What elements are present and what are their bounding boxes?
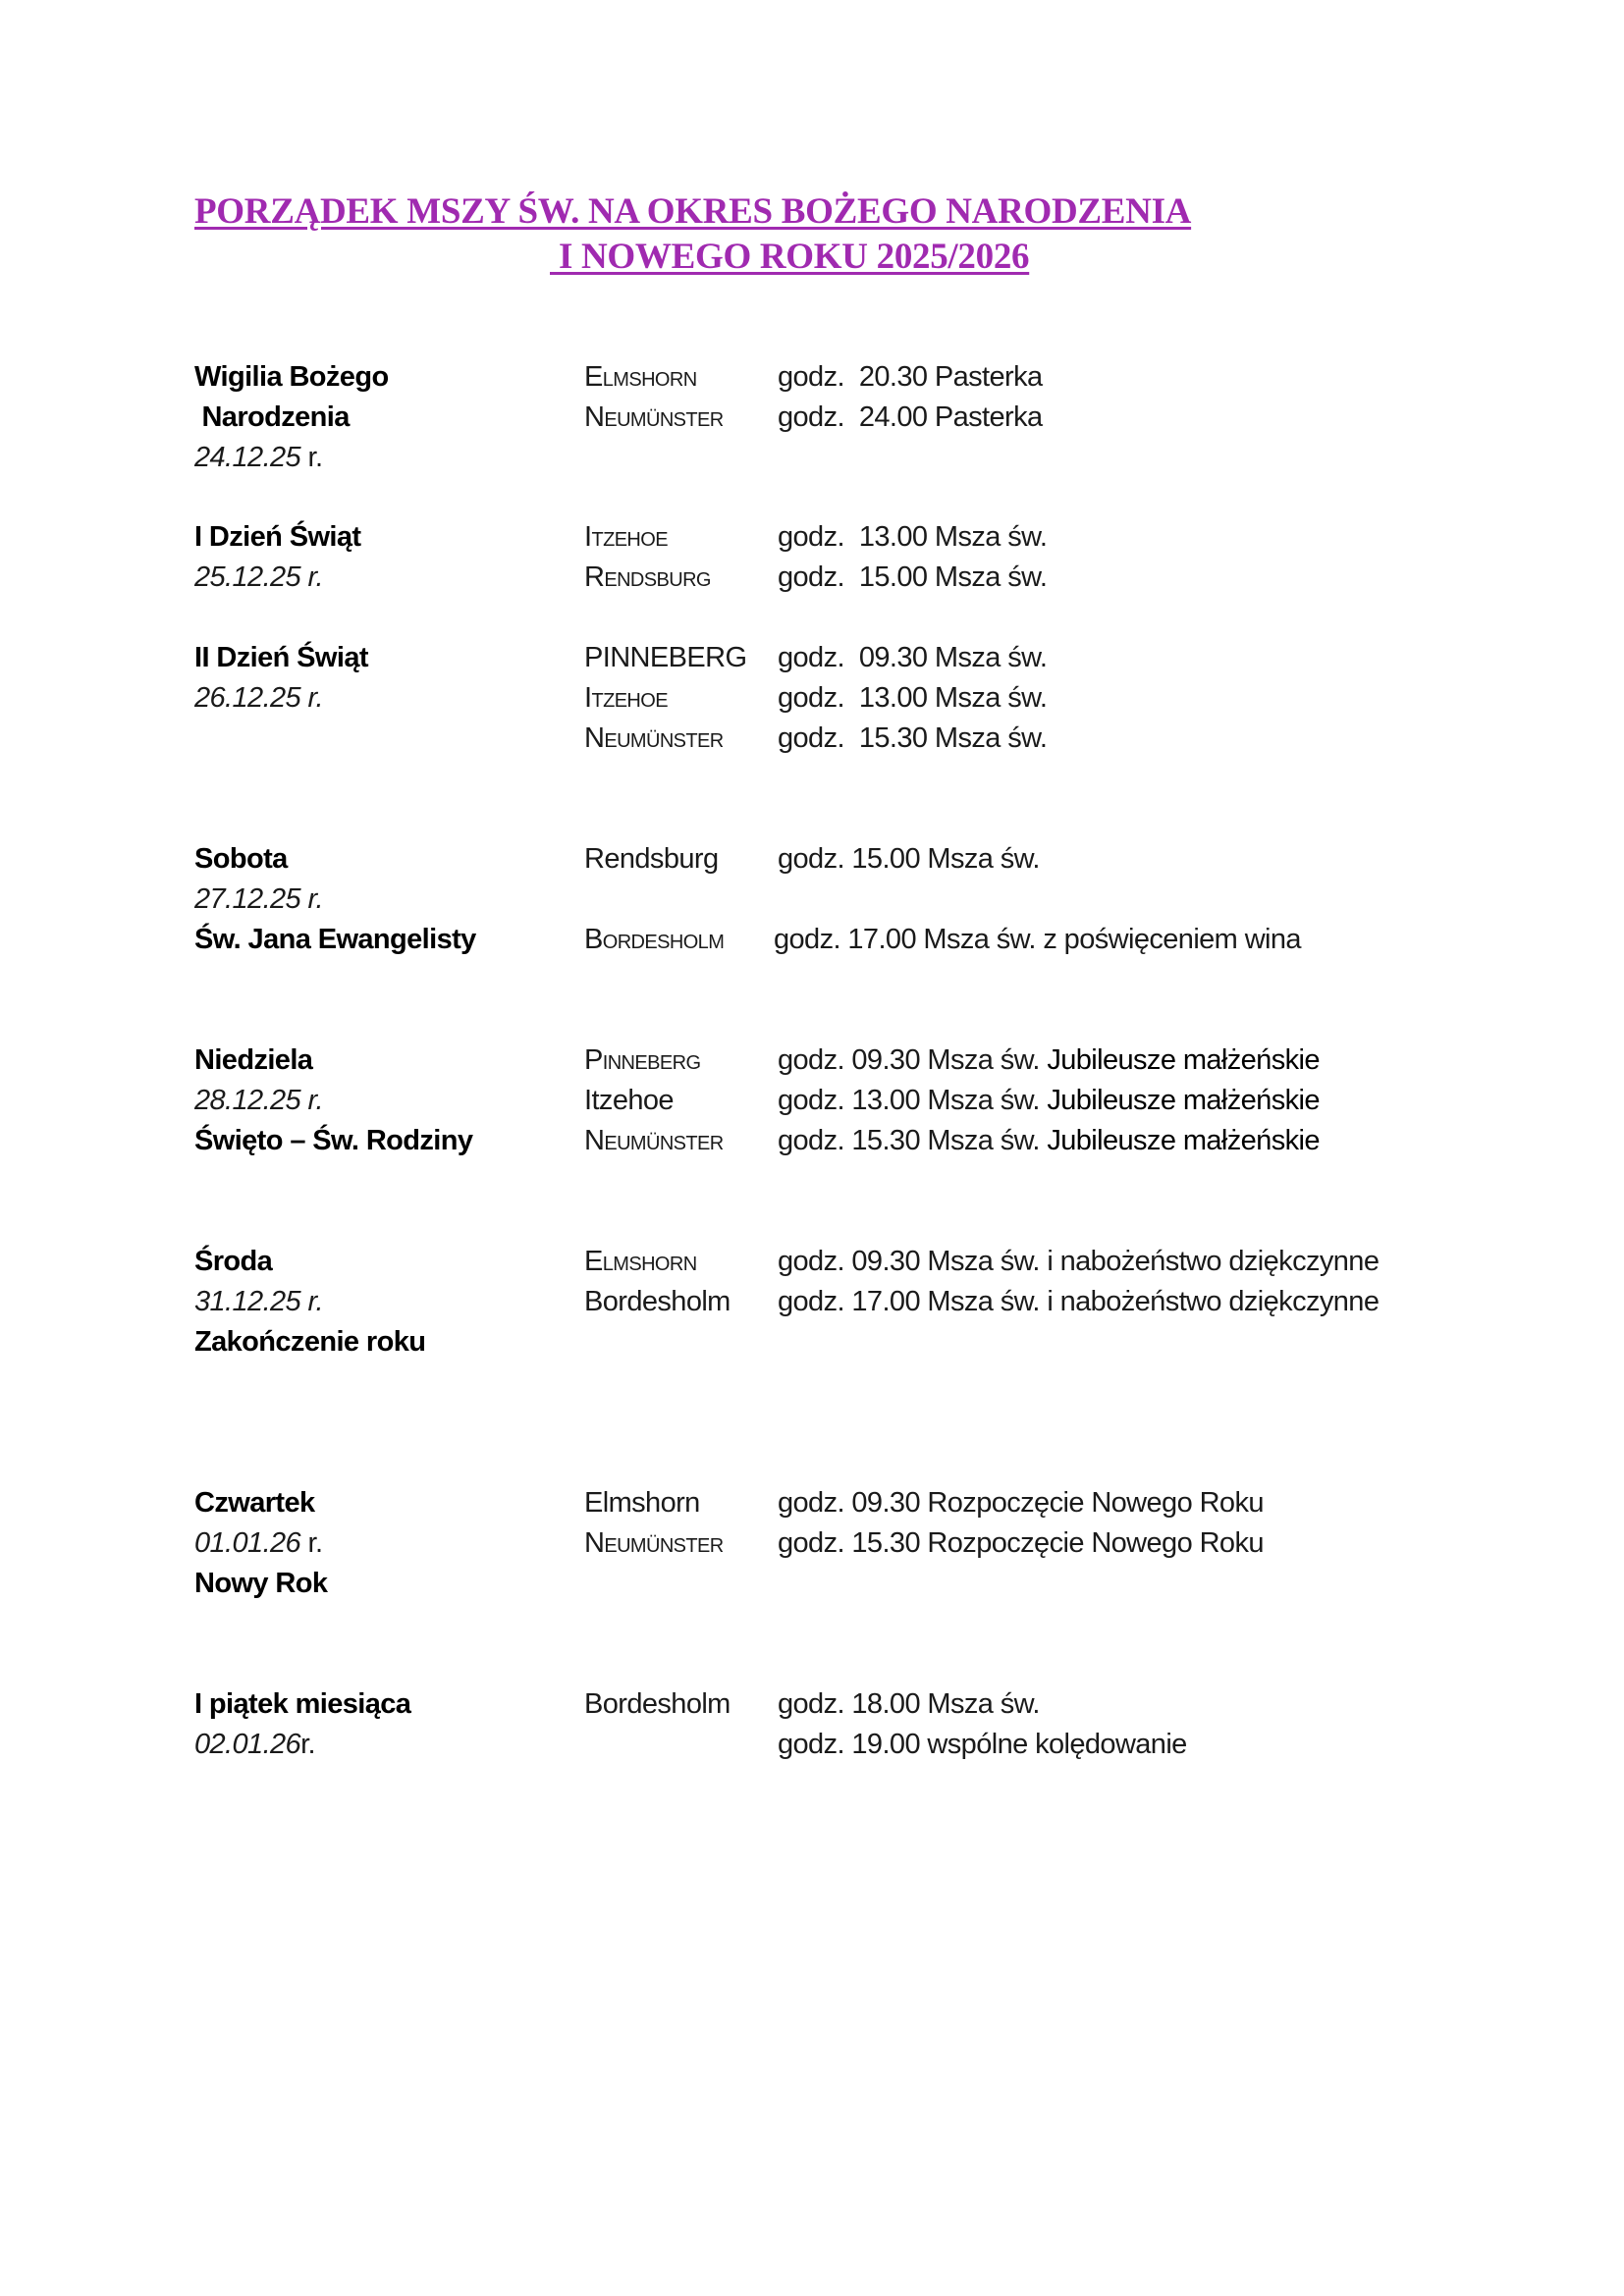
document-title-line-1: PORZĄDEK MSZY ŚW. NA OKRES BOŻEGO NARODZENIA bbox=[194, 191, 1192, 232]
service-location: Neumünster bbox=[584, 722, 724, 754]
service-time-text: godz. 09.30 Msza św. bbox=[778, 1044, 1048, 1076]
feast-label: Nowy Rok bbox=[194, 1568, 328, 1599]
date-value: 24.12.25 bbox=[194, 442, 301, 473]
service-location: Neumünster bbox=[584, 401, 724, 433]
service-time: godz. 13.00 Msza św. bbox=[778, 521, 1048, 553]
service-location: Neumünster bbox=[584, 1125, 724, 1156]
day-label: Wigilia Bożego bbox=[194, 361, 389, 393]
date-suffix: r. bbox=[300, 442, 323, 473]
service-time-text: godz. 15.30 Msza św. bbox=[778, 1125, 1048, 1156]
feast-label: Zakończenie roku bbox=[194, 1326, 426, 1358]
day-label: Sobota bbox=[194, 843, 288, 875]
date-label: 26.12.25 r. bbox=[194, 682, 323, 714]
day-label: Niedziela bbox=[194, 1044, 313, 1076]
service-location: PINNEBERG bbox=[584, 642, 747, 673]
service-location: Elmshorn bbox=[584, 361, 697, 393]
service-time: godz. 17.00 Msza św. i nabożeństwo dziękczynne bbox=[778, 1286, 1380, 1317]
service-time: godz. 09.30 Rozpoczęcie Nowego Roku bbox=[778, 1487, 1264, 1519]
feast-label: Święto – Św. Rodziny bbox=[194, 1125, 473, 1156]
service-time: godz. 15.00 Msza św. bbox=[778, 843, 1040, 875]
date-value: 02.01.26 bbox=[194, 1729, 301, 1760]
service-location: Bordesholm bbox=[584, 924, 725, 955]
service-location: Pinneberg bbox=[584, 1044, 701, 1076]
date-suffix: r. bbox=[300, 1729, 316, 1760]
service-note: Jubileusze małżeńskie bbox=[1047, 1125, 1320, 1156]
service-location: Bordesholm bbox=[584, 1688, 731, 1720]
service-time: godz. 15.00 Msza św. bbox=[778, 561, 1048, 593]
service-time: godz. 17.00 Msza św. z poświęceniem wina bbox=[774, 924, 1301, 955]
service-location: Itzehoe bbox=[584, 682, 668, 714]
date-label bbox=[194, 1525, 322, 1561]
service-location: Bordesholm bbox=[584, 1286, 731, 1317]
date-label bbox=[194, 1727, 315, 1762]
date-label: 25.12.25 r. bbox=[194, 561, 323, 593]
date-label: 27.12.25 r. bbox=[194, 883, 323, 915]
date-value: 01.01.26 bbox=[194, 1527, 301, 1559]
date-label bbox=[194, 440, 322, 475]
service-note: Jubileusze małżeńskie bbox=[1047, 1044, 1320, 1076]
service-time bbox=[778, 1123, 1320, 1158]
service-time: godz. 09.30 Msza św. bbox=[778, 642, 1048, 673]
service-location: Rendsburg bbox=[584, 561, 711, 593]
service-location: Itzehoe bbox=[584, 521, 668, 553]
service-location: Neumünster bbox=[584, 1527, 724, 1559]
service-time: godz. 09.30 Msza św. i nabożeństwo dziękczynne bbox=[778, 1246, 1380, 1277]
service-time: godz. 24.00 Pasterka bbox=[778, 401, 1043, 433]
service-time-text: godz. 13.00 Msza św. bbox=[778, 1085, 1048, 1116]
service-location: Rendsburg bbox=[584, 843, 719, 875]
day-label: Czwartek bbox=[194, 1487, 315, 1519]
day-label-continued: Narodzenia bbox=[194, 401, 350, 433]
service-note: Jubileusze małżeńskie bbox=[1047, 1085, 1320, 1116]
service-location: Elmshorn bbox=[584, 1487, 700, 1519]
date-suffix: r. bbox=[300, 1527, 323, 1559]
service-time bbox=[778, 1083, 1320, 1118]
service-time: godz. 18.00 Msza św. bbox=[778, 1688, 1040, 1720]
service-time: godz. 19.00 wspólne kolędowanie bbox=[778, 1729, 1187, 1760]
document-title-line-2: I NOWEGO ROKU 2025/2026 bbox=[550, 237, 1030, 277]
service-time: godz. 15.30 Msza św. bbox=[778, 722, 1048, 754]
date-label: 28.12.25 r. bbox=[194, 1085, 323, 1116]
service-time bbox=[778, 1042, 1320, 1078]
day-label: II Dzień Świąt bbox=[194, 642, 368, 673]
service-time: godz. 15.30 Rozpoczęcie Nowego Roku bbox=[778, 1527, 1264, 1559]
service-location: Elmshorn bbox=[584, 1246, 697, 1277]
day-label: I piątek miesiąca bbox=[194, 1688, 411, 1720]
date-label: 31.12.25 r. bbox=[194, 1286, 323, 1317]
day-label: I Dzień Świąt bbox=[194, 521, 361, 553]
service-time: godz. 13.00 Msza św. bbox=[778, 682, 1048, 714]
service-time: godz. 20.30 Pasterka bbox=[778, 361, 1043, 393]
day-label: Środa bbox=[194, 1246, 273, 1277]
service-location: Itzehoe bbox=[584, 1085, 674, 1116]
feast-label: Św. Jana Ewangelisty bbox=[194, 924, 476, 955]
